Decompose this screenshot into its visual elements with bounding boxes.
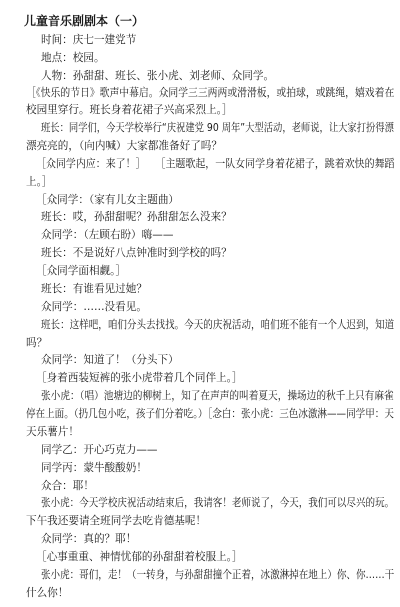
text-line: 班长：有谁看见过她？ bbox=[41, 283, 147, 295]
text-line: 时间：庆七一建党节 bbox=[41, 34, 137, 46]
text-line: 众合：耶！ bbox=[41, 480, 94, 492]
text-line: 吗？ bbox=[26, 337, 48, 349]
text-line: 众同学：知道了！（分头下） bbox=[41, 354, 179, 366]
text-line: ［身着西装短裤的张小虎带着几个同伴上。］ bbox=[36, 372, 243, 384]
text-line: 张小虎：（唱）池塘边的柳树上，知了在声声的叫着夏天，操场边的秋千上只有麻雀 bbox=[41, 390, 394, 402]
text-line: ［《快乐的节日》歌声中幕启。众同学三三两两或滑滑板，或拍球，或跳绳，嬉戏着在 bbox=[26, 87, 395, 99]
text-line: ［众同学内应：来了！］ ［主题歌起，一队女同学身着花裙子，跳着欢快的舞蹈 bbox=[36, 158, 395, 170]
text-line: 同学丙：蒙牛酸酸奶！ bbox=[41, 462, 147, 474]
text-line: 众同学：……没看见。 bbox=[41, 301, 147, 313]
text-line: 班长：同学们，今天学校举行“庆祝建党 90 周年”大型活动，老师说，让大家打扮得漂 bbox=[41, 122, 394, 134]
text-line: 众同学：真的？耶！ bbox=[41, 533, 137, 545]
text-line: ［心事重重、神情忧郁的孙甜甜着校服上。］ bbox=[36, 551, 243, 563]
document-title: 儿童音乐剧剧本（一） bbox=[24, 14, 145, 28]
text-line: 上。］ bbox=[26, 176, 53, 188]
text-line: 班长：这样吧，咱们分头去找找。今天的庆祝活动，咱们班不能有一个人迟到，知道 bbox=[41, 319, 395, 331]
text-line: 天乐薯片！ bbox=[26, 426, 79, 438]
text-line: 地点：校园。 bbox=[41, 52, 105, 64]
text-line: ［众同学面相觑。］ bbox=[36, 265, 127, 277]
text-line: 众同学：（左顾右盼）嗨—— bbox=[41, 229, 174, 241]
text-line: 人物：孙甜甜、班长、张小虎、刘老师、众同学。 bbox=[41, 70, 275, 82]
text-line: 漂亮亮的，（向内喊）大家都准备好了吗？ bbox=[26, 140, 222, 152]
text-line: 停在上面。（扔几包小吃，孩子们分着吃。）［念白：张小虎：三色冰激淋——同学甲：天 bbox=[26, 408, 394, 420]
text-line: ［众同学：（家有儿女主题曲） bbox=[36, 194, 180, 206]
text-line: 张小虎：哥们，走！（一转身，与孙甜甜撞个正着，冰激淋掉在地上）你、你……干 bbox=[41, 569, 395, 581]
text-line: 同学乙：开心巧克力—— bbox=[41, 444, 158, 456]
text-line: 班长：不是说好八点钟准时到学校的吗？ bbox=[41, 247, 232, 259]
text-line: 下午我还要请全班同学去吃肯德基呢！ bbox=[26, 515, 207, 527]
text-line: 班长：哎，孙甜甜呢？孙甜甜怎么没来？ bbox=[41, 211, 232, 223]
text-line: 张小虎：今天学校庆祝活动结束后，我请客！老师说了，今天，我们可以尽兴的玩。 bbox=[41, 497, 395, 509]
text-line: 什么你！ bbox=[26, 587, 69, 599]
text-line: 校园里穿行。班长身着花裙子兴高采烈上。］ bbox=[26, 104, 233, 116]
